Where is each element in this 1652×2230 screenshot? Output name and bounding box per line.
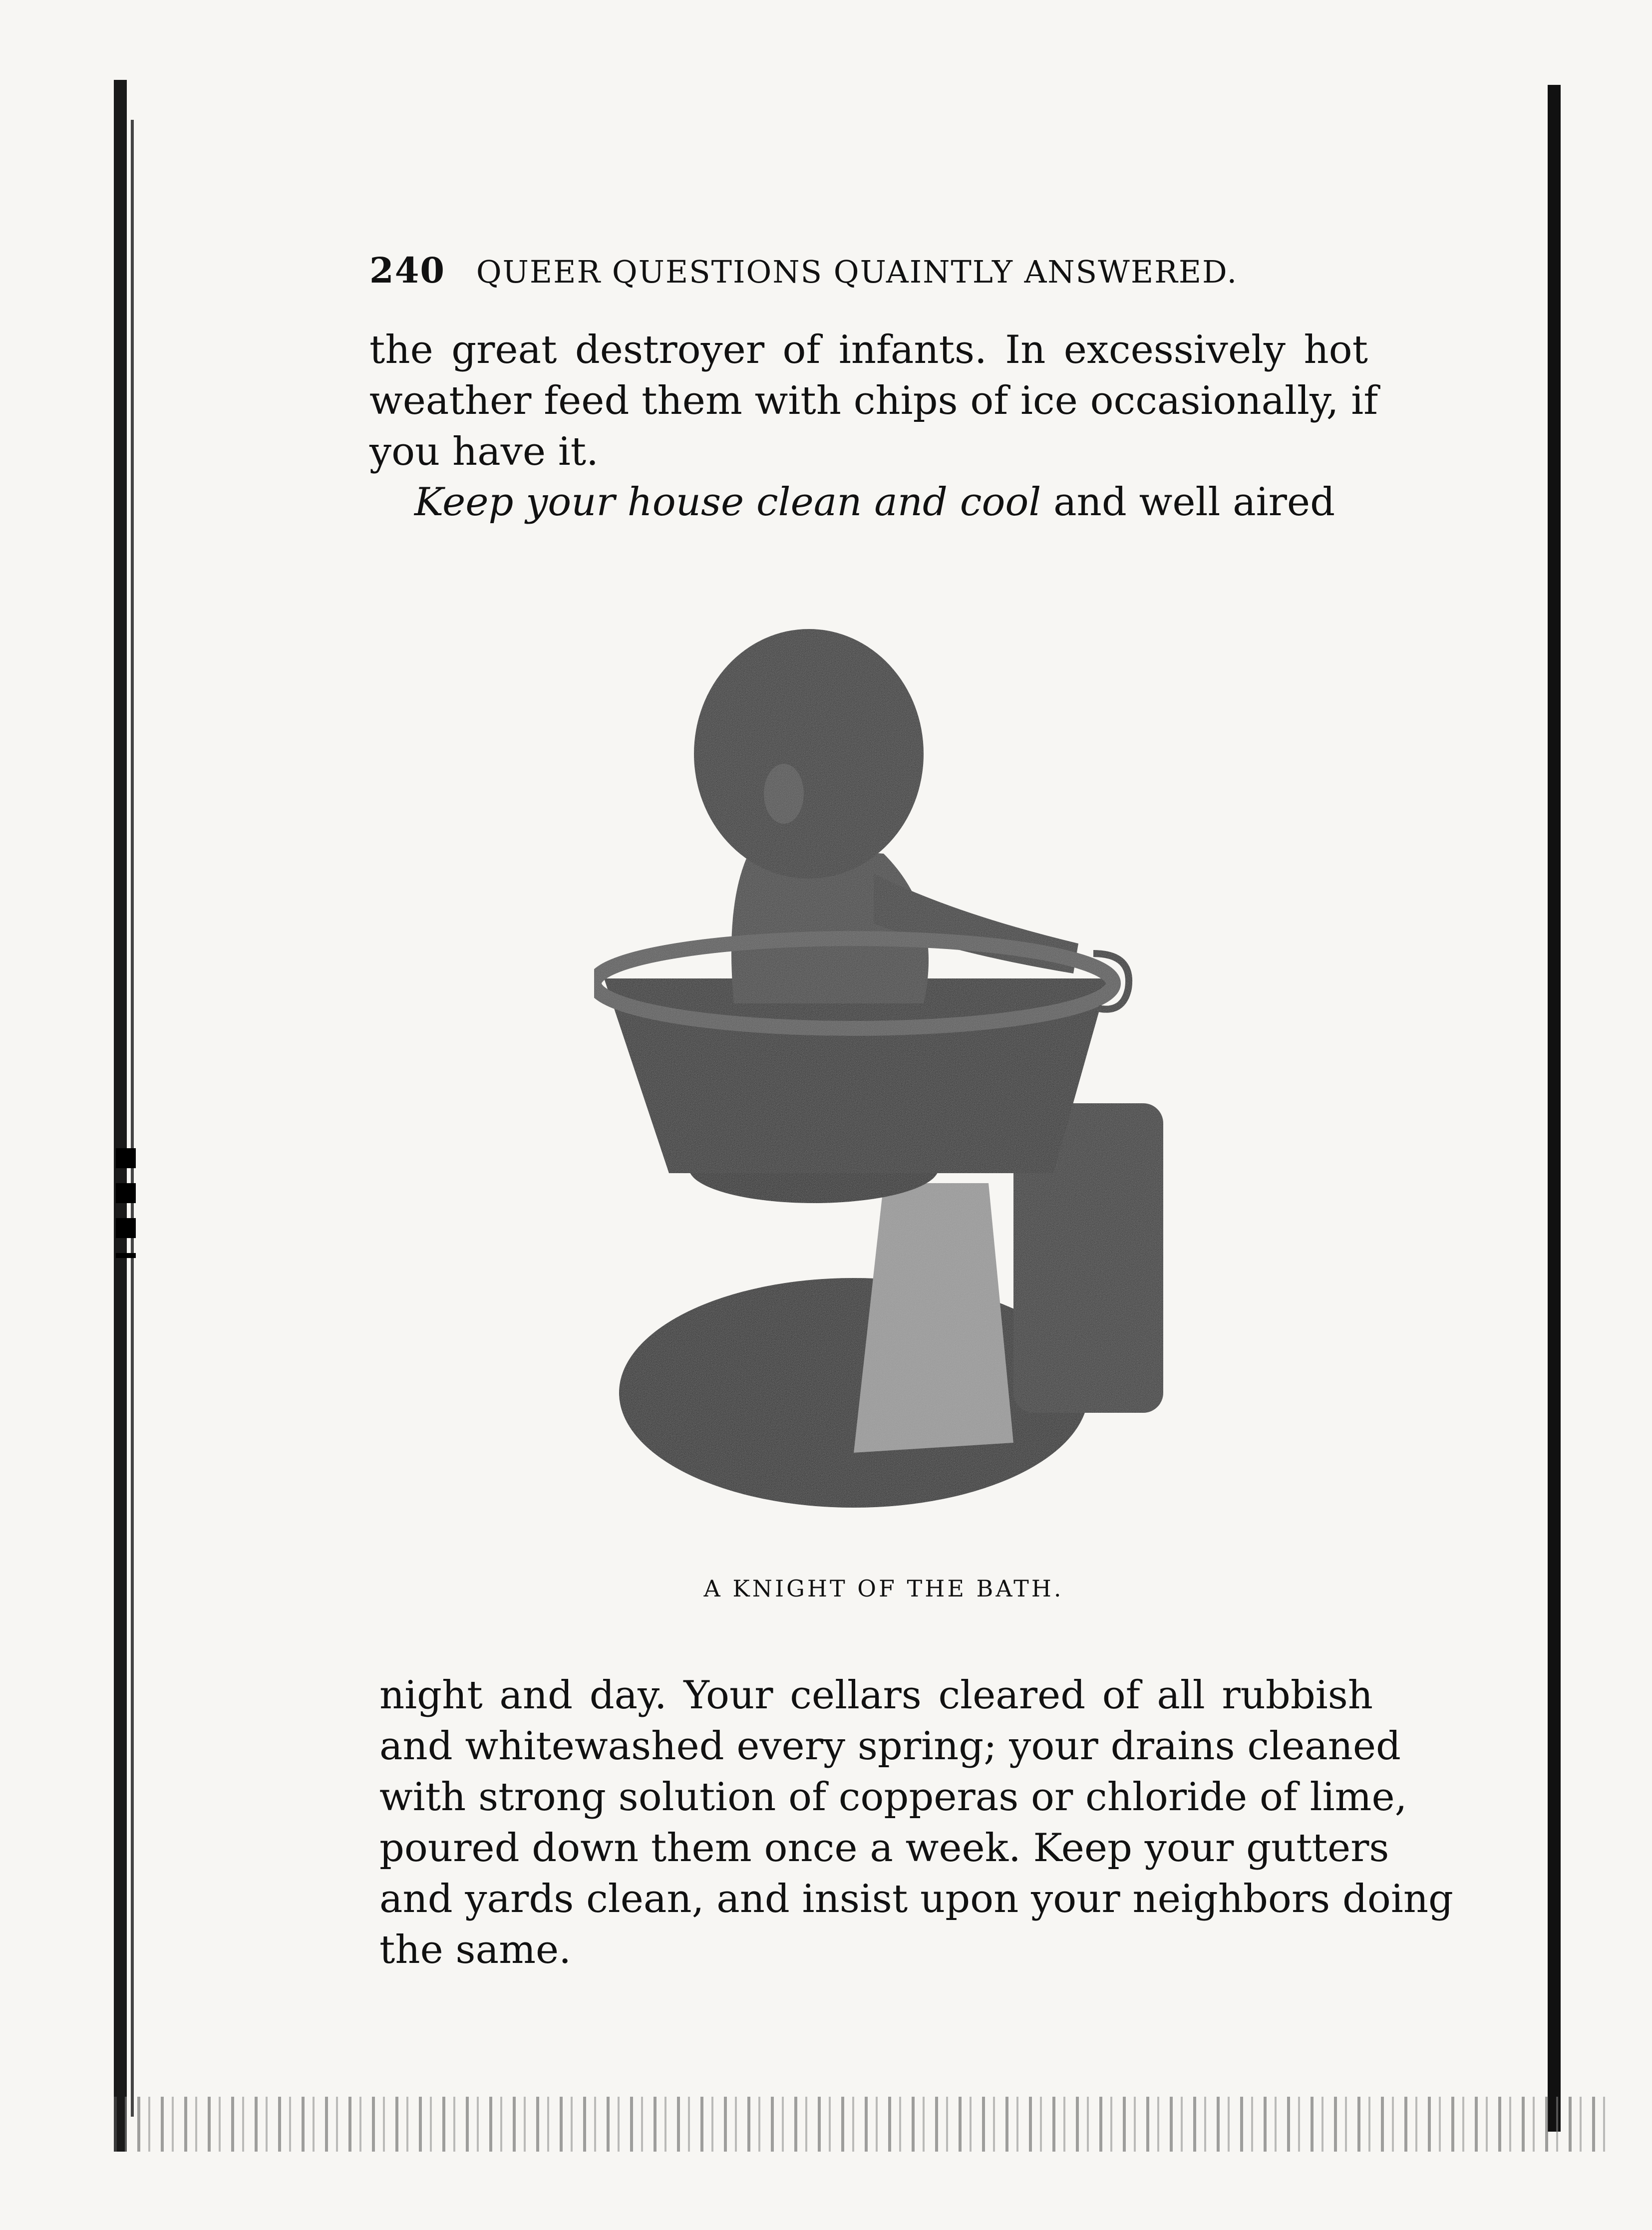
- cloth: [854, 1183, 1013, 1453]
- scan-noise-bottom: [114, 2097, 1612, 2152]
- paragraph-line: the great destroyer of infants. In excessively hot: [369, 327, 1368, 372]
- page-number: 240: [369, 250, 446, 291]
- scan-edge-right: [1548, 85, 1561, 2132]
- paragraph-3: [379, 1670, 1453, 1975]
- paragraph-line: you have it.: [369, 429, 599, 474]
- running-title: QUEER QUESTIONS QUAINTLY ANSWERED.: [476, 254, 1238, 290]
- paragraph-2: [369, 477, 1368, 528]
- scan-edge-left: [114, 80, 127, 2152]
- paragraph-line: with strong solution of copperas or chloride of lime,: [379, 1775, 1407, 1820]
- paragraph-line: weather feed them with chips of ice occasionally, if: [369, 378, 1378, 423]
- running-header: [369, 250, 1258, 291]
- paragraph-text: and well aired: [1041, 480, 1335, 525]
- tub: [604, 978, 1108, 1173]
- paragraph-line: night and day. Your cellars cleared of all rubbish: [379, 1673, 1373, 1718]
- paragraph-1: [369, 324, 1378, 477]
- paragraph-line: and whitewashed every spring; your drains cleaned: [379, 1724, 1401, 1769]
- paragraph-line: and yards clean, and insist upon your neighbors doing: [379, 1877, 1453, 1921]
- italic-phrase: Keep your house clean and cool: [414, 480, 1041, 525]
- scan-edge-left-inner: [131, 120, 134, 2117]
- child-ear: [764, 764, 804, 824]
- bath-illustration: [574, 594, 1193, 1528]
- scan-marks-left: [116, 1148, 136, 1258]
- figure-caption: A KNIGHT OF THE BATH.: [703, 1575, 1064, 1602]
- paragraph-line: poured down them once a week. Keep your gutters: [379, 1826, 1389, 1871]
- paragraph-line: the same.: [379, 1927, 571, 1972]
- child-head: [694, 629, 924, 879]
